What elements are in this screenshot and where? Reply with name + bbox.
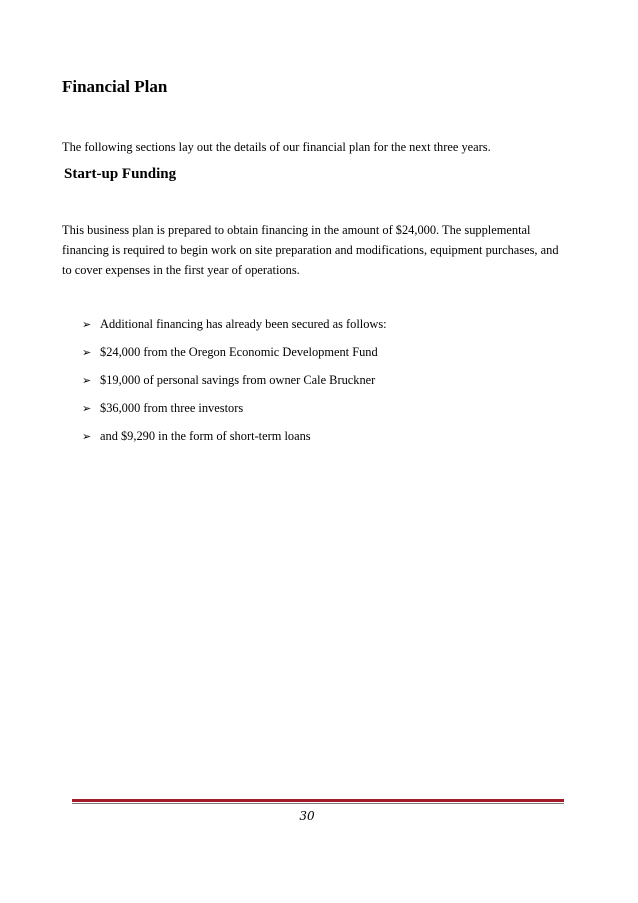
section-paragraph bbox=[62, 220, 572, 280]
arrow-bullet-icon: ➢ bbox=[82, 345, 92, 359]
paragraph-line: This business plan is prepared to obtain financing in the amount of $24,000. The supplemental bbox=[62, 223, 531, 237]
page-title: Financial Plan bbox=[62, 77, 168, 96]
paragraph-line: to cover expenses in the first year of operations. bbox=[62, 263, 300, 277]
list-item-text: $24,000 from the Oregon Economic Development Fund bbox=[100, 344, 378, 359]
arrow-bullet-icon: ➢ bbox=[82, 317, 92, 331]
footer-divider-dark-line bbox=[72, 799, 564, 802]
footer-divider-light-line bbox=[72, 803, 564, 804]
arrow-bullet-icon: ➢ bbox=[82, 429, 92, 443]
footer-divider bbox=[72, 799, 564, 804]
arrow-bullet-icon: ➢ bbox=[82, 401, 92, 415]
list-item bbox=[82, 366, 387, 394]
list-item-text: Additional financing has already been secured as follows: bbox=[100, 316, 387, 331]
list-item bbox=[82, 338, 387, 366]
list-item bbox=[82, 310, 387, 338]
paragraph-line: financing is required to begin work on site preparation and modifications, equipment purchases, and bbox=[62, 243, 559, 257]
list-item bbox=[82, 422, 387, 450]
funding-bullet-list bbox=[82, 310, 387, 450]
page-number: 30 bbox=[299, 809, 315, 823]
list-item-text: and $9,290 in the form of short-term loans bbox=[100, 428, 311, 443]
list-item-text: $19,000 of personal savings from owner Cale Bruckner bbox=[100, 372, 376, 387]
list-item bbox=[82, 394, 387, 422]
section-heading: Start-up Funding bbox=[64, 166, 177, 182]
list-item-text: $36,000 from three investors bbox=[100, 400, 244, 415]
arrow-bullet-icon: ➢ bbox=[82, 373, 92, 387]
intro-text: The following sections lay out the details of our financial plan for the next three years. bbox=[62, 140, 491, 154]
